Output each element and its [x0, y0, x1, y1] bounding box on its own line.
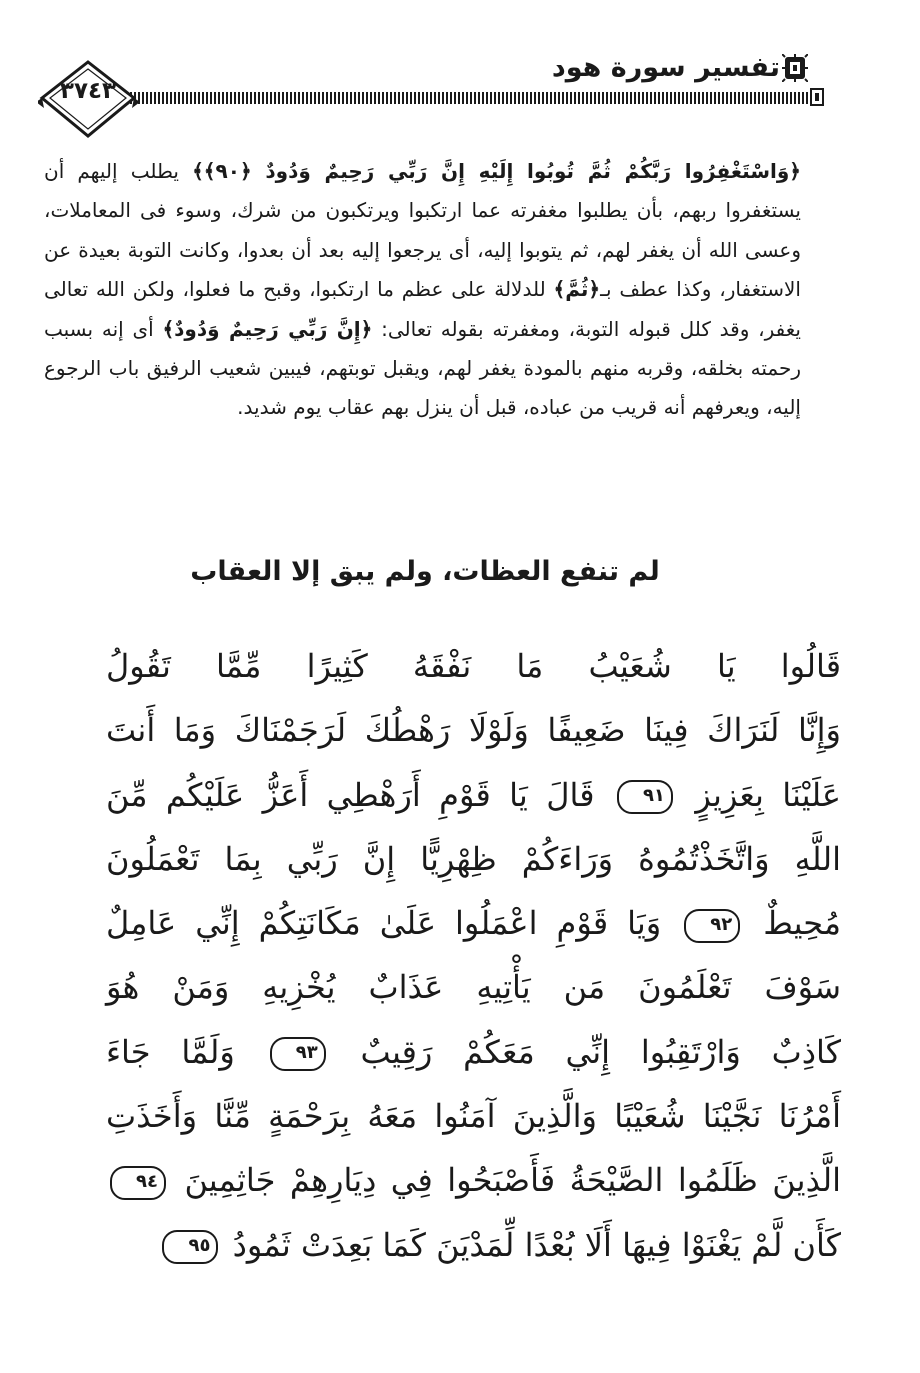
- verse-quote: ﴿وَاسْتَغْفِرُوا رَبَّكُمْ ثُمَّ تُوبُوا إِلَيْهِ إِنَّ رَبِّي رَحِيمٌ وَدُودٌ ﴿٩٠﴾﴾: [192, 159, 801, 183]
- quran-line: أَمْرُنَا نَجَّيْنَا شُعَيْبًا وَالَّذِينَ آمَنُوا مَعَهُ بِرَحْمَةٍ مِّنَّا وَأَخَذَتِ: [106, 1097, 841, 1136]
- page-number: ٣٧٤٣: [59, 78, 117, 104]
- commentary-text: [44, 152, 801, 428]
- commentary-segment-2: للدلالة على عظم ما ارتكبوا، وقبح ما فعلوا، ولكن الله تعالى يغفر، وقد كلل قبوله التوبة، ومغفرته بقوله تعالى:: [44, 277, 801, 341]
- quran-verses: [106, 634, 841, 1277]
- word-quote: ﴿ثُمَّ﴾: [553, 277, 601, 302]
- section-heading: لم تنفع العظات، ولم يبق إلا العقاب: [190, 556, 660, 587]
- quran-line: كَاذِبٌ وَارْتَقِبُوا إِنِّي مَعَكُمْ رَقِيبٌ ٩٣ وَلَمَّا جَاءَ: [106, 1032, 841, 1071]
- commentary-segment-1: يطلب إليهم أن يستغفروا ربهم، بأن يطلبوا مغفرته عما ارتكبوا ويرتكبون من شرك، وسوء فى المعاملات، وعسى الله أن يغفر لهم، ثم يتوبوا إليه، أى يرجعوا إليه بعد أن بعدوا، وكانت التوبة بعيدة عن الاستغفار، وكذا عطف بـ: [44, 159, 801, 302]
- book-ornament-icon: [782, 54, 808, 82]
- commentary-paragraph: [44, 152, 801, 428]
- surah-title: تفسير سورة هود: [551, 52, 780, 83]
- ayah-number-marker: ٩٤: [110, 1166, 166, 1200]
- header-rule: [126, 92, 810, 104]
- ayah-number-marker: ٩١: [617, 780, 673, 814]
- quran-line: عَلَيْنَا بِعَزِيزٍ ٩١ قَالَ يَا قَوْمِ أَرَهْطِي أَعَزُّ عَلَيْكُم مِّنَ: [106, 775, 842, 814]
- ayah-number-marker: ٩٥: [162, 1230, 218, 1264]
- quran-line: سَوْفَ تَعْلَمُونَ مَن يَأْتِيهِ عَذَابٌ يُخْزِيهِ وَمَنْ هُوَ: [106, 968, 841, 1007]
- page-header: [0, 0, 920, 140]
- quran-line: كَأَن لَّمْ يَغْنَوْا فِيهَا أَلَا بُعْدًا لِّمَدْيَنَ كَمَا بَعِدَتْ ثَمُودُ ٩٥: [106, 1213, 841, 1277]
- quran-line: وَإِنَّا لَنَرَاكَ فِينَا ضَعِيفًا وَلَوْلَا رَهْطُكَ لَرَجَمْنَاكَ وَمَا أَنتَ: [106, 711, 841, 750]
- quran-line: الَّذِينَ ظَلَمُوا الصَّيْحَةُ فَأَصْبَحُوا فِي دِيَارِهِمْ جَاثِمِينَ ٩٤: [106, 1148, 841, 1212]
- ayah-number-marker: ٩٣: [270, 1037, 326, 1071]
- rule-end-ornament: [810, 88, 824, 106]
- phrase-quote: ﴿إِنَّ رَبِّي رَحِيمٌ وَدُودٌ﴾: [162, 316, 373, 341]
- quran-line: قَالُوا يَا شُعَيْبُ مَا نَفْقَهُ كَثِيرًا مِّمَّا تَقُولُ: [106, 647, 841, 685]
- ayah-number-marker: ٩٢: [684, 909, 740, 943]
- quran-line: اللَّهِ وَاتَّخَذْتُمُوهُ وَرَاءَكُمْ ظِهْرِيًّا إِنَّ رَبِّي بِمَا تَعْمَلُونَ: [106, 839, 841, 878]
- quran-line: مُحِيطٌ ٩٢ وَيَا قَوْمِ اعْمَلُوا عَلَىٰ مَكَانَتِكُمْ إِنِّي عَامِلٌ: [106, 904, 842, 943]
- commentary-segment-3: أى إنه بسبب رحمته بخلقه، وقربه منهم بالمودة يغفر لهم، ويقبل توبتهم، فيبين شعيب الرفيق باب الرجوع إليه، ويعرفهم أنه قريب من عباده، قبل أن ينزل بهم عقاب يوم شديد.: [44, 316, 801, 420]
